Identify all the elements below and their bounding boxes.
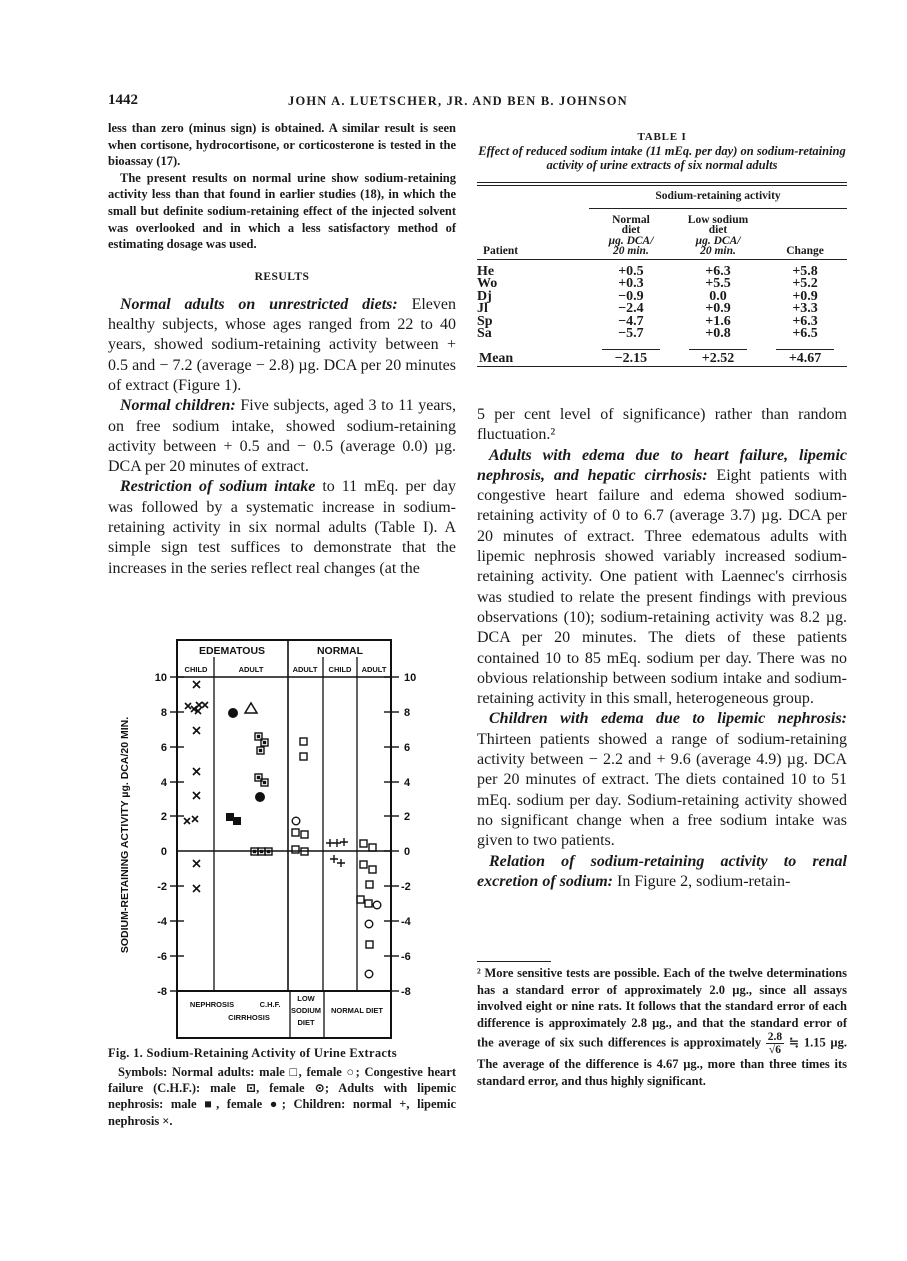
svg-text:-6: -6 <box>401 951 411 963</box>
svg-text:4: 4 <box>404 777 411 789</box>
table-label: TABLE I <box>637 131 687 143</box>
figure-1-chart <box>112 635 432 1045</box>
table-1 <box>477 131 847 367</box>
svg-text:8: 8 <box>404 707 411 719</box>
table-data <box>477 186 847 367</box>
paragraph-renal-excretion: Relation of sodium-retaining activity to renal excretion of sodium: In Figure 2, sodium-retain- <box>477 852 847 890</box>
svg-text:-6: -6 <box>157 951 167 963</box>
footnote-rule <box>477 961 551 962</box>
span-header: Sodium-retaining activity <box>655 190 781 202</box>
svg-text:CHILD: CHILD <box>184 665 208 674</box>
footnote: ² More sensitive tests are possible. Each of the twelve determinations has a standard error of approximately 2.0 µg., since all assays involved eight or nine rats. It follows that the standard error of each difference is approximately 2.8 µg., and that the standard error of the average of six such differences is approximately $\frac{2.8}{√6}$ ≒ 1.15 µg. The average of the difference is 4.67 µg., more than three times its standard error, and thus highly significant. <box>477 966 847 1088</box>
group-label-edematous: EDEMATOUS <box>198 645 266 657</box>
figure-title: Fig. 1. Sodium-Retaining Activity of Urine Extracts <box>108 1046 397 1060</box>
svg-text:LOW: LOW <box>297 994 315 1003</box>
svg-text:6: 6 <box>160 742 167 754</box>
svg-text:SODIUM: SODIUM <box>291 1006 321 1015</box>
svg-text:-8: -8 <box>157 986 167 998</box>
svg-text:-2: -2 <box>157 881 167 893</box>
table-row: Jl −2.4 +0.9 +3.3 <box>477 301 818 316</box>
left-column <box>108 120 456 579</box>
svg-text:NEPHROSIS: NEPHROSIS <box>189 1000 235 1009</box>
svg-text:-8: -8 <box>401 986 411 998</box>
intro-paragraph: less than zero (minus sign) is obtained. A similar result is seen when cortisone, hydrocortisone, or corticosterone is tested in the bioassay (17). <box>108 121 456 169</box>
paragraph-normal-children: Normal children: Five subjects, aged 3 to 11 years, on free sodium intake, showed sodium-retaining activity between + 0.5 and − 0.5 (average 0.0) µg. DCA per 20 minutes of extract. <box>108 397 456 476</box>
paragraph-edematous-children: Children with edema due to lipemic nephrosis: Thirteen patients showed a range of sodium-retaining activity between − 2.2 and + 9.6 (average 4.9) µg. DCA per 20 minutes of extract. The diets contained 10 to 51 mEq. sodium per day. Sodium-retaining activity showed no significant change when a free sodium intake was given to two patients. <box>477 710 847 850</box>
svg-text:CIRRHOSIS: CIRRHOSIS <box>228 1013 270 1022</box>
svg-text:ADULT: ADULT <box>361 665 387 674</box>
col-header-normal: Normal diet µg. DCA/ 20 min. <box>608 213 654 257</box>
paragraph-normal-adults: Normal adults on unrestricted diets: Eleven healthy subjects, whose ages ranged from 22 to 40 years, showed sodium-retaining activity between + 0.5 and − 7.2 (average − 2.8) µg. DCA per 20 minutes of extract (Figure 1). <box>108 295 457 394</box>
running-head: JOHN A. LUETSCHER, JR. AND BEN B. JOHNSON <box>288 94 628 108</box>
y-tick-label: 10 <box>154 672 167 684</box>
paragraph-sodium-restriction: Restriction of sodium intake to 11 mEq. per day was followed by a systematic increase in sodium-retaining activity in six normal adults (Table I). A simple sign test suffices to demonstrate that the increases in the series reflect real changes (at the <box>108 478 456 577</box>
section-heading: RESULTS <box>254 270 310 283</box>
table-mean-row: Mean −2.15 +2.52 +4.67 <box>479 351 822 366</box>
svg-text:NORMAL DIET: NORMAL DIET <box>331 1006 383 1015</box>
svg-text:ADULT: ADULT <box>292 665 318 674</box>
figure-symbols-legend: Symbols: Normal adults: male □, female ○; Congestive heart failure (C.H.F.): male ⊡, female ⊙; Adults with lipemic nephrosis: male ■, female ●; Children: normal +, lipemic nephrosis ×. <box>108 1065 456 1128</box>
col-header-low: Low sodium diet µg. DCA/ 20 min. <box>687 213 749 257</box>
svg-text:-2: -2 <box>401 881 411 893</box>
table-row: He +0.5 +6.3 +5.8 <box>477 263 818 279</box>
svg-text:6: 6 <box>404 742 411 754</box>
svg-text:CHILD: CHILD <box>328 665 352 674</box>
paragraph-edematous-adults: Adults with edema due to heart failure, lipemic nephrosis, and hepatic cirrhosis: Eight patients with congestive heart failure and edema showed sodium-retaining activity of 0 to 6.7 (average 3.7) µg. DCA per 20 minutes of extract. Three edematous adults with lipemic nephrosis showed variably increased sodium-retaining activity. One patient with Laennec's cirrhosis was studied to relate the present findings with previous observations (10); sodium-retaining activity was 8.2 µg. DCA per 20 minutes. The diets of these patients contained 10 to 85 mEq. sodium per day. There was no obvious relationship between sodium intake and sodium-retaining activity in this small, heterogeneous group. <box>477 446 847 708</box>
series-child-nephrosis <box>184 681 208 892</box>
svg-text:ADULT: ADULT <box>238 665 264 674</box>
svg-text:-4: -4 <box>401 916 411 928</box>
svg-text:-4: -4 <box>157 916 167 928</box>
col-header-change: Change <box>786 245 824 257</box>
group-label-normal: NORMAL <box>316 645 364 657</box>
svg-text:DIET: DIET <box>297 1018 315 1027</box>
paragraph-continuation: 5 per cent level of significance) rather than random fluctuation.² <box>477 406 847 444</box>
svg-text:2: 2 <box>404 811 411 823</box>
table-row: Sp −4.7 +1.6 +6.3 <box>477 313 818 329</box>
col-header-patient: Patient <box>483 245 519 257</box>
svg-text:10: 10 <box>404 672 417 684</box>
table-caption: Effect of reduced sodium intake (11 mEq. per day) on sodium-retaining activity of urine extracts of six normal adults <box>478 144 846 172</box>
intro-paragraph: The present results on normal urine show sodium-retaining activity less than that found in earlier studies (18), in which the small but definite sodium-retaining effect of the injected solvent was overlooked and in which a less satisfactory method of estimating dosage was used. <box>108 170 456 252</box>
svg-text:0: 0 <box>160 846 167 858</box>
page-number: 1442 <box>108 92 138 108</box>
table-row: Wo +0.3 +5.5 +5.2 <box>477 276 818 291</box>
svg-text:4: 4 <box>160 777 167 789</box>
svg-text:2: 2 <box>160 811 167 823</box>
table-row: Sa −5.7 +0.8 +6.5 <box>477 326 818 341</box>
right-column <box>477 405 847 892</box>
svg-text:0: 0 <box>404 846 411 858</box>
table-row: Dj −0.9 0.0 +0.9 <box>477 288 818 304</box>
fraction: $\frac{2.8}{√6}$ <box>767 1031 783 1057</box>
svg-text:C.H.F.: C.H.F. <box>259 1000 281 1009</box>
y-axis-label: SODIUM-RETAINING ACTIVITY µg. DCA/20 MIN. <box>119 716 131 954</box>
figure-caption <box>108 1046 456 1129</box>
svg-text:8: 8 <box>160 707 167 719</box>
